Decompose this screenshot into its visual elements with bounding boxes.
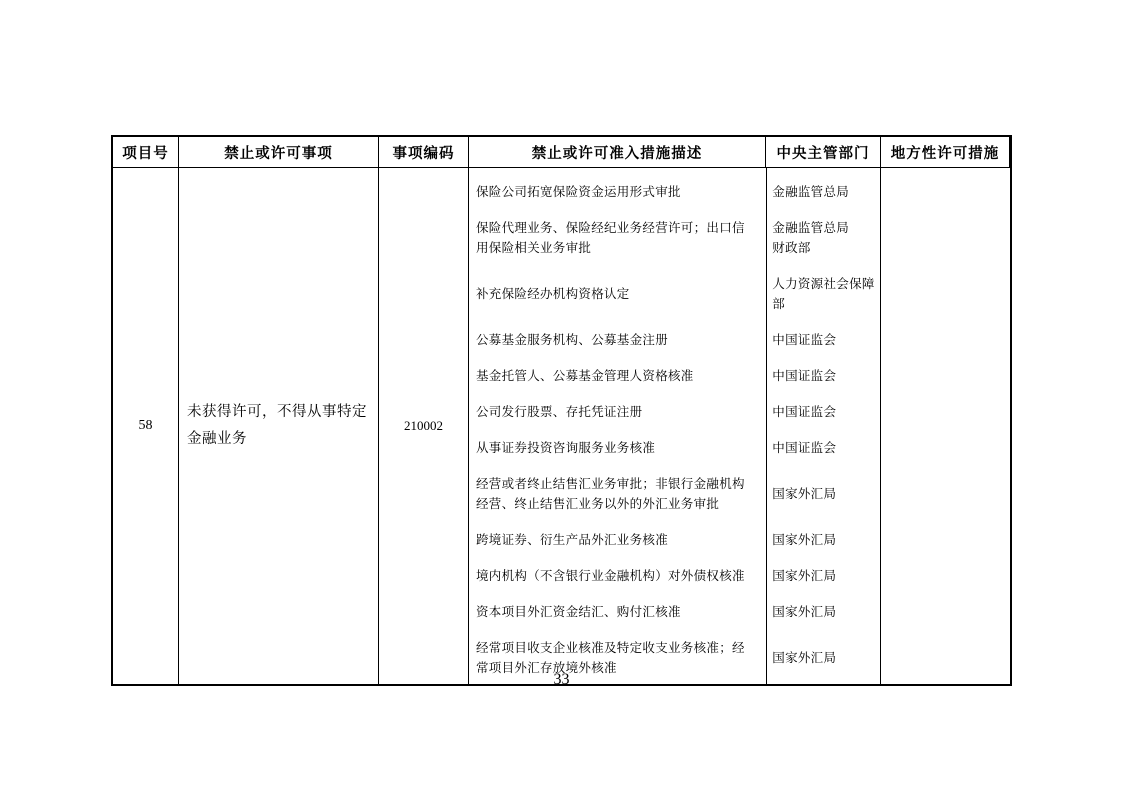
measure-row	[469, 566, 880, 586]
measure-description: 补充保险经办机构资格认定	[476, 287, 630, 301]
cell-item-no: 58	[113, 168, 179, 684]
measure-department	[765, 438, 880, 458]
department-line: 中国证监会	[772, 333, 837, 347]
measure-description: 资本项目外汇资金结汇、购付汇核准	[476, 605, 681, 619]
measures-list	[469, 168, 881, 684]
measure-department	[765, 402, 880, 422]
measure-department	[765, 330, 880, 350]
measure-description: 公司发行股票、存托凭证注册	[476, 405, 643, 419]
measure-department	[765, 274, 880, 314]
measure-row	[469, 330, 880, 350]
measure-description: 保险代理业务、保险经纪业务经营许可；出口信用保险相关业务审批	[476, 221, 745, 255]
department-line: 中国证监会	[772, 405, 837, 419]
measure-row	[469, 438, 880, 458]
measure-department	[765, 648, 880, 668]
measure-row	[469, 218, 880, 258]
department-line: 国家外汇局	[772, 605, 837, 619]
cell-matter-code: 210002	[379, 168, 469, 684]
header-matter-code: 事项编码	[379, 137, 469, 168]
measure-description: 经常项目收支企业核准及特定收支业务核准；经常项目外汇存放境外核准	[476, 641, 745, 675]
header-local-measures: 地方性许可措施	[881, 137, 1010, 168]
department-line: 国家外汇局	[772, 651, 837, 665]
measure-department	[765, 484, 880, 504]
measure-description: 公募基金服务机构、公募基金注册	[476, 333, 669, 347]
header-central-department: 中央主管部门	[766, 137, 881, 168]
column-divider	[766, 168, 767, 684]
access-measures-table	[111, 135, 1012, 686]
measure-department	[765, 530, 880, 550]
department-line: 国家外汇局	[772, 487, 837, 501]
measure-row	[469, 274, 880, 314]
measure-row	[469, 602, 880, 622]
department-line: 国家外汇局	[772, 533, 837, 547]
measure-row	[469, 182, 880, 202]
measure-description: 跨境证券、衍生产品外汇业务核准	[476, 533, 669, 547]
department-line: 人力资源社会保障部	[772, 277, 875, 311]
department-line: 中国证监会	[772, 441, 837, 455]
header-measure-description: 禁止或许可准入措施描述	[469, 137, 766, 168]
measure-row	[469, 366, 880, 386]
measure-row	[469, 402, 880, 422]
page-number: 33	[553, 671, 570, 688]
measure-description: 经营或者终止结售汇业务审批；非银行金融机构经营、终止结售汇业务以外的外汇业务审批	[476, 477, 745, 511]
department-line: 金融监管总局	[772, 221, 850, 235]
cell-local-measures	[881, 168, 1010, 684]
department-line: 国家外汇局	[772, 569, 837, 583]
measure-department	[765, 566, 880, 586]
measure-description: 基金托管人、公募基金管理人资格核准	[476, 369, 694, 383]
department-line: 金融监管总局	[772, 185, 850, 199]
measure-description: 从事证券投资咨询服务业务核准	[476, 441, 656, 455]
measure-department	[765, 602, 880, 622]
department-line: 财政部	[772, 241, 811, 255]
cell-prohibited-matter: 未获得许可，不得从事特定金融业务	[179, 168, 379, 684]
measure-department	[765, 366, 880, 386]
measure-row	[469, 530, 880, 550]
department-line: 中国证监会	[772, 369, 837, 383]
header-item-no: 项目号	[113, 137, 179, 168]
measure-department	[765, 218, 880, 258]
measure-department	[765, 182, 880, 202]
measure-description: 保险公司拓宽保险资金运用形式审批	[476, 185, 681, 199]
measure-row	[469, 474, 880, 514]
measure-description: 境内机构（不含银行业金融机构）对外债权核准	[476, 569, 745, 583]
header-prohibited-matter: 禁止或许可事项	[179, 137, 379, 168]
